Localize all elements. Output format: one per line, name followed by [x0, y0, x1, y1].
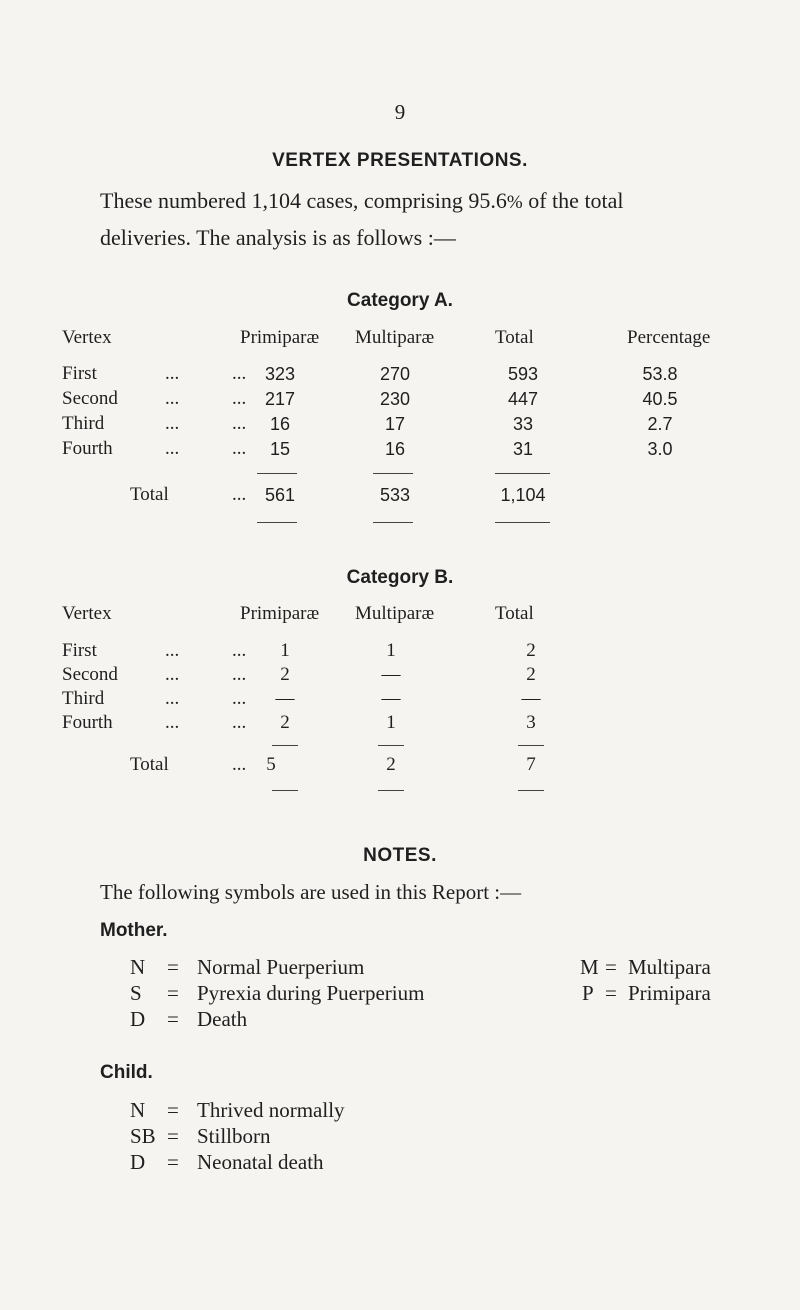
cat-b-header-primiparae: Primiparæ — [240, 603, 320, 624]
primiparae-value: 323 — [264, 364, 296, 384]
total-value: 447 — [507, 389, 539, 409]
key-symbol: N — [130, 955, 146, 979]
intro-paragraph — [100, 183, 740, 255]
total-value: 33 — [512, 414, 534, 434]
mother-heading: Mother. — [100, 920, 168, 941]
key-symbol: N — [130, 1098, 146, 1122]
key-equals: = — [167, 1124, 179, 1148]
row-leader: ... — [232, 688, 247, 709]
category-b-title: Category B. — [346, 567, 454, 588]
grand-total: 1,104 — [500, 485, 546, 505]
percentage-value: 3.0 — [647, 439, 673, 459]
cat-a-header-vertex: Vertex — [62, 327, 112, 348]
key-symbol: D — [130, 1007, 146, 1031]
row-label: Second — [62, 664, 118, 685]
row-dots: ... — [165, 413, 180, 434]
row-leader: ... — [232, 712, 247, 733]
key-equals: = — [167, 1007, 179, 1031]
primiparae-value: 1 — [280, 640, 290, 661]
cat-a-header-primiparae: Primiparæ — [240, 327, 320, 348]
key-meaning: Normal Puerperium — [197, 955, 365, 979]
key-meaning: Primipara — [628, 981, 711, 1005]
row-leader: ... — [232, 640, 247, 661]
key-symbol: SB — [130, 1124, 156, 1148]
subtotal-rule-primiparae — [257, 473, 297, 474]
percentage-value: 40.5 — [642, 389, 678, 409]
multiparae-value: 17 — [384, 414, 406, 434]
key-meaning: Neonatal death — [197, 1150, 324, 1174]
row-label: Fourth — [62, 712, 113, 733]
row-leader: ... — [232, 413, 247, 434]
cat-b-header-multiparae: Multiparæ — [355, 603, 435, 624]
intro-line-1-suffix: of the total — [528, 188, 624, 213]
key-equals: = — [167, 1098, 179, 1122]
total-value: 3 — [526, 712, 536, 733]
cat-a-header-multiparae: Multiparæ — [355, 327, 435, 348]
key-equals: = — [167, 955, 179, 979]
total-rule-multiparae — [378, 790, 404, 791]
key-meaning: Multipara — [628, 955, 711, 979]
primiparae-value: 217 — [264, 389, 296, 409]
subtotal-rule-multiparae — [373, 473, 413, 474]
primiparae-value: 2 — [280, 664, 290, 685]
key-meaning: Death — [197, 1007, 248, 1031]
key-meaning: Stillborn — [197, 1124, 271, 1148]
primiparae-value: 2 — [280, 712, 290, 733]
child-heading: Child. — [100, 1062, 153, 1083]
key-symbol: P — [582, 981, 594, 1005]
primiparae-value: 15 — [269, 439, 291, 459]
primiparae-total: 561 — [264, 485, 296, 505]
key-meaning: Pyrexia during Puerperium — [197, 981, 425, 1005]
multiparae-value: 1 — [386, 640, 396, 661]
row-dots: ... — [165, 688, 180, 709]
row-label: Fourth — [62, 438, 113, 459]
total-rule-primiparae — [257, 522, 297, 523]
multiparae-value: 16 — [384, 439, 406, 459]
row-leader: ... — [232, 754, 247, 775]
cat-b-header-vertex: Vertex — [62, 603, 112, 624]
row-dots: ... — [165, 363, 180, 384]
total-rule-multiparae — [373, 522, 413, 523]
total-value: 2 — [526, 640, 536, 661]
multiparae-total: 2 — [386, 754, 396, 775]
subtotal-rule-total — [495, 473, 550, 474]
multiparae-value: 270 — [379, 364, 411, 384]
key-meaning: Thrived normally — [197, 1098, 345, 1122]
row-dots: ... — [165, 664, 180, 685]
page-number: 9 — [394, 100, 406, 124]
multiparae-value: 230 — [379, 389, 411, 409]
total-label: Total — [130, 754, 169, 775]
primiparae-value: 16 — [269, 414, 291, 434]
row-dots: ... — [165, 438, 180, 459]
key-equals: = — [167, 1150, 179, 1174]
cat-a-header-percentage: Percentage — [627, 327, 711, 348]
row-label: First — [62, 363, 97, 384]
total-value: 31 — [512, 439, 534, 459]
key-symbol: S — [130, 981, 142, 1005]
row-leader: ... — [232, 388, 247, 409]
primiparae-value: — — [275, 688, 295, 709]
total-label: Total — [130, 484, 169, 505]
multiparae-value: 1 — [386, 712, 396, 733]
key-equals: = — [605, 955, 617, 979]
percentage-value: 2.7 — [647, 414, 673, 434]
multiparae-value: — — [381, 688, 401, 709]
total-value: 593 — [507, 364, 539, 384]
row-label: Third — [62, 688, 105, 709]
row-label: Second — [62, 388, 118, 409]
key-equals: = — [605, 981, 617, 1005]
row-leader: ... — [232, 438, 247, 459]
total-value: — — [521, 688, 541, 709]
row-leader: ... — [232, 664, 247, 685]
category-a-title: Category A. — [347, 290, 453, 311]
total-rule-primiparae — [272, 790, 298, 791]
total-rule-total — [518, 790, 544, 791]
key-symbol: D — [130, 1150, 146, 1174]
row-label: First — [62, 640, 97, 661]
cat-b-header-total: Total — [495, 603, 534, 624]
notes-title: NOTES. — [363, 845, 437, 866]
row-leader: ... — [232, 484, 247, 505]
grand-total: 7 — [526, 754, 536, 775]
subtotal-rule-primiparae — [272, 745, 298, 746]
key-symbol: M — [580, 955, 599, 979]
row-label: Third — [62, 413, 105, 434]
row-dots: ... — [165, 640, 180, 661]
cat-a-header-total: Total — [495, 327, 534, 348]
notes-intro: The following symbols are used in this Report :— — [100, 880, 522, 904]
page-title: VERTEX PRESENTATIONS. — [272, 150, 528, 171]
multiparae-value: — — [381, 664, 401, 685]
subtotal-rule-total — [518, 745, 544, 746]
multiparae-total: 533 — [379, 485, 411, 505]
row-dots: ... — [165, 712, 180, 733]
percent-sign: % — [506, 192, 523, 213]
primiparae-total: 5 — [266, 754, 276, 775]
intro-line-1 — [100, 183, 740, 220]
percentage-value: 53.8 — [642, 364, 678, 384]
key-equals: = — [167, 981, 179, 1005]
intro-line-2: deliveries. The analysis is as follows :— — [100, 225, 456, 250]
total-value: 2 — [526, 664, 536, 685]
subtotal-rule-multiparae — [378, 745, 404, 746]
intro-line-1-prefix: These numbered 1,104 cases, comprising 95.6 — [100, 188, 507, 213]
row-leader: ... — [232, 363, 247, 384]
total-rule-total — [495, 522, 550, 523]
row-dots: ... — [165, 388, 180, 409]
